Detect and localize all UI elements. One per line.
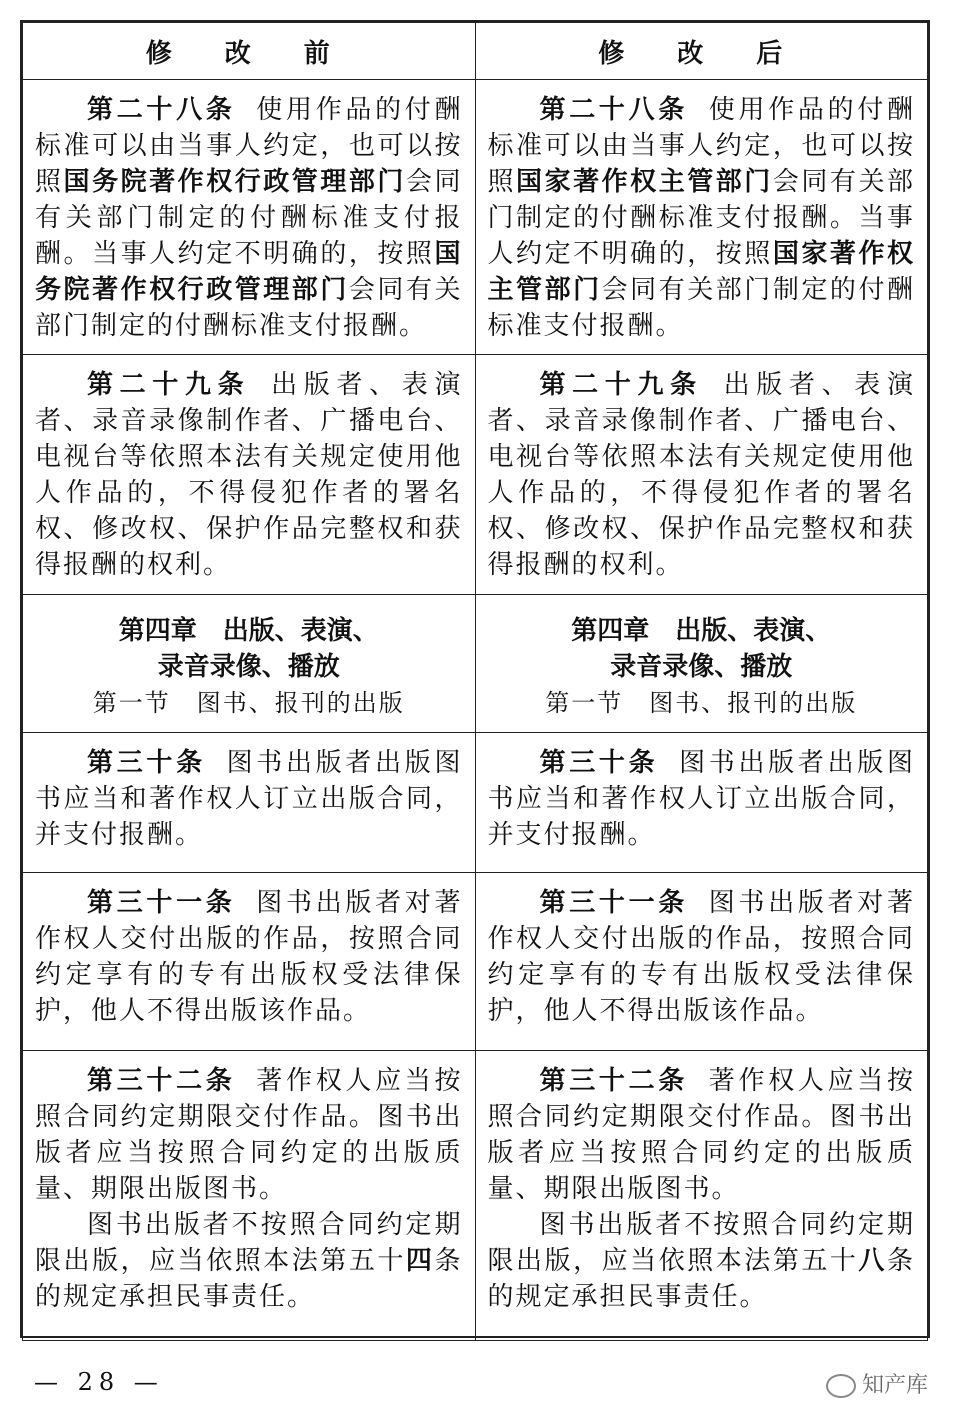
cell-before [23, 80, 476, 355]
cell-after [475, 355, 928, 595]
article-text: 会同有关部门制定的付酬标准支付报酬。当事人约定不明确的，按照 [487, 167, 915, 269]
cell-after [475, 1051, 928, 1341]
article-number: 第二十九条 [539, 370, 703, 400]
article-number: 第三十二条 [87, 1066, 236, 1096]
article-paragraph [35, 1063, 463, 1207]
watermark-text: 知产库 [861, 1373, 928, 1398]
chapter-line2: 录音录像、播放 [157, 652, 340, 682]
article-number: 第三十条 [87, 748, 206, 778]
highlighted-text: 国务院著作权行政管理部门 [35, 239, 463, 305]
cell-after [475, 80, 928, 355]
article-paragraph [488, 92, 916, 344]
article-text: 图书出版者不按照合同约定期限出版，应当依照本法第五十 [487, 1210, 915, 1276]
table-row [23, 733, 928, 873]
article-text: 图书出版者出版图书应当和著作权人订立出版合同，并支付报酬。 [35, 748, 463, 850]
table-body [23, 80, 928, 1341]
article-text: 图书出版者出版图书应当和著作权人订立出版合同，并支付报酬。 [487, 748, 915, 850]
header-before: 修 改 前 [23, 23, 476, 80]
revision-table [22, 22, 928, 1341]
article-paragraph [488, 367, 916, 583]
article-number: 第三十条 [539, 748, 659, 778]
article-paragraph [488, 885, 916, 1029]
cell-before [23, 355, 476, 595]
chapter-line1: 第四章 出版、表演、 [571, 616, 832, 646]
table-row [23, 873, 928, 1051]
article-text: 使用作品的付酬标准可以由当事人约定，也可以按照 [35, 95, 463, 197]
article-text: 条的规定承担民事责任。 [487, 1246, 915, 1312]
table-row [23, 355, 928, 595]
page-footer [0, 1368, 958, 1402]
cell-before [23, 873, 476, 1051]
highlighted-text: 国家著作权主管部门 [487, 239, 915, 305]
article-number: 第三十一条 [87, 888, 236, 918]
header-row [23, 23, 928, 80]
article-number: 第二十九条 [87, 370, 251, 400]
watermark [826, 1368, 928, 1399]
article-text: 条的规定承担民事责任。 [35, 1246, 463, 1312]
article-paragraph [35, 745, 463, 853]
article-text: 会同有关部门制定的付酬标准支付报酬。 [487, 275, 915, 341]
article-paragraph [35, 92, 463, 344]
article-text: 会同有关部门制定的付酬标准支付报酬。当事人约定不明确的，按照 [35, 167, 463, 269]
article-text: 出版者、表演者、录音录像制作者、广播电台、电视台等依照本法有关规定使用他人作品的，不得侵犯作者的署名权、修改权、保护作品完整权和获得报酬的权利。 [487, 370, 915, 580]
highlighted-text: 国家著作权主管部门 [516, 167, 773, 197]
article-paragraph [35, 885, 463, 1029]
chapter-section: 第一节 图书、报刊的出版 [92, 689, 405, 717]
article-number: 第三十二条 [539, 1066, 688, 1096]
article-paragraph [35, 367, 463, 583]
table-row [23, 595, 928, 733]
highlighted-text: 八 [858, 1246, 887, 1276]
article-paragraph [488, 1063, 916, 1207]
wechat-icon [826, 1374, 856, 1398]
cell-after [475, 733, 928, 873]
article-text: 著作权人应当按照合同约定期限交付作品。图书出版者应当按照合同约定的出版质量、期限出版图书。 [35, 1066, 463, 1204]
highlighted-text: 四 [405, 1246, 435, 1276]
article-text: 图书出版者不按照合同约定期限出版，应当依照本法第五十 [35, 1210, 463, 1276]
article-text: 会同有关部门制定的付酬标准支付报酬。 [35, 275, 463, 341]
article-paragraph [488, 745, 916, 853]
cell-before [23, 1051, 476, 1341]
page-number: — 28 — [34, 1368, 164, 1396]
article-text: 使用作品的付酬标准可以由当事人约定，也可以按照 [487, 95, 915, 197]
article-number: 第二十八条 [87, 95, 236, 125]
article-paragraph [488, 1207, 916, 1315]
table-row [23, 1051, 928, 1341]
highlighted-text: 国务院著作权行政管理部门 [63, 167, 406, 197]
article-paragraph [35, 1207, 463, 1315]
article-text: 著作权人应当按照合同约定期限交付作品。图书出版者应当按照合同约定的出版质量、期限出版图书。 [487, 1066, 915, 1204]
article-number: 第三十一条 [539, 888, 688, 918]
article-number: 第二十八条 [539, 95, 688, 125]
chapter-section: 第一节 图书、报刊的出版 [545, 689, 858, 717]
comparison-table [20, 20, 930, 1338]
cell-before [23, 733, 476, 873]
chapter-heading [23, 595, 475, 721]
article-text: 出版者、表演者、录音录像制作者、广播电台、电视台等依照本法有关规定使用他人作品的，不得侵犯作者的署名权、修改权、保护作品完整权和获得报酬的权利。 [35, 370, 463, 580]
cell-after [475, 873, 928, 1051]
article-text: 图书出版者对著作权人交付出版的作品，按照合同约定享有的专有出版权受法律保护，他人不得出版该作品。 [35, 888, 463, 1026]
cell-after [475, 595, 928, 733]
cell-before [23, 595, 476, 733]
chapter-heading [476, 595, 928, 721]
chapter-line1: 第四章 出版、表演、 [118, 616, 379, 646]
article-text: 图书出版者对著作权人交付出版的作品，按照合同约定享有的专有出版权受法律保护，他人不得出版该作品。 [487, 888, 915, 1026]
table-row [23, 80, 928, 355]
chapter-line2: 录音录像、播放 [610, 652, 793, 682]
header-after: 修 改 后 [475, 23, 928, 80]
